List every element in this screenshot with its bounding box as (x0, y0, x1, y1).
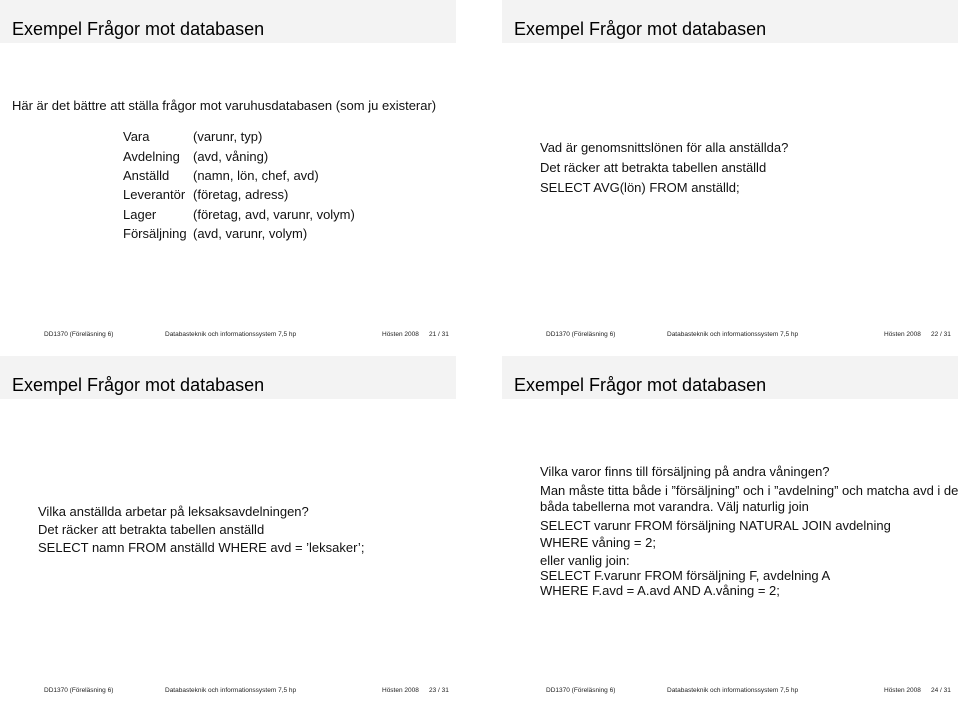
schema-table-attrs: (företag, adress) (193, 187, 289, 202)
slide-22 (502, 0, 958, 340)
slide-title: Exempel Frågor mot databasen (514, 19, 767, 39)
alternative-text: eller vanlig join: (540, 553, 630, 568)
slide-24 (502, 356, 958, 696)
slide-footer (502, 687, 958, 698)
footer-page-number: 24 / 31 (931, 687, 951, 694)
schema-table-name: Leverantör (123, 187, 186, 202)
schema-table-attrs: (avd, våning) (193, 149, 269, 164)
slide-title-bar (0, 356, 456, 399)
slide-title-bar (0, 0, 456, 43)
footer-course: DD1370 (Föreläsning 6) (546, 331, 616, 338)
intro-text: Här är det bättre att ställa frågor mot varuhusdatabasen (som ju existerar) (12, 98, 437, 113)
slide-title-bar (502, 0, 958, 43)
sql-query-line: SELECT varunr FROM försäljning NATURAL JOIN avdelning (540, 518, 891, 533)
footer-course-name: Databasteknik och informationssystem 7,5 hp (667, 687, 799, 694)
slide-title-bar (502, 356, 958, 399)
footer-term: Hösten 2008 (382, 687, 419, 694)
footer-course: DD1370 (Föreläsning 6) (44, 687, 114, 694)
explanation-text: Det räcker att betrakta tabellen anställd (38, 522, 265, 537)
question-text: Vad är genomsnittslönen för alla anställda? (540, 140, 789, 155)
footer-page-number: 21 / 31 (429, 331, 449, 338)
sql-query-line: WHERE våning = 2; (540, 535, 656, 550)
footer-page-number: 22 / 31 (931, 331, 951, 338)
schema-table-name: Försäljning (123, 226, 187, 241)
slide-title: Exempel Frågor mot databasen (514, 375, 767, 395)
footer-term: Hösten 2008 (884, 331, 921, 338)
schema-table-attrs: (varunr, typ) (193, 129, 263, 144)
footer-course-name: Databasteknik och informationssystem 7,5 hp (667, 331, 799, 338)
question-text: Vilka anställda arbetar på leksaksavdelningen? (38, 504, 309, 519)
slide-footer (0, 687, 456, 698)
sql-query-line: SELECT F.varunr FROM försäljning F, avdelning A (540, 568, 831, 583)
slide-title: Exempel Frågor mot databasen (12, 19, 265, 39)
sql-query: SELECT AVG(lön) FROM anställd; (540, 180, 740, 195)
schema-table-name: Anställd (123, 168, 170, 183)
footer-term: Hösten 2008 (884, 687, 921, 694)
schema-table-attrs: (företag, avd, varunr, volym) (193, 207, 355, 222)
explanation-text: Man måste titta både i ”försäljning” och i ”avdelning” och matcha avd i de båda tabellerna mot varandra. Välj naturlig join (540, 483, 959, 514)
slide-21 (0, 0, 456, 340)
schema-table-name: Lager (123, 207, 157, 222)
footer-course: DD1370 (Föreläsning 6) (44, 331, 114, 338)
footer-course-name: Databasteknik och informationssystem 7,5 hp (165, 331, 297, 338)
footer-term: Hösten 2008 (382, 331, 419, 338)
schema-table-name: Vara (123, 129, 150, 144)
slide-footer (502, 331, 958, 342)
footer-course-name: Databasteknik och informationssystem 7,5 hp (165, 687, 297, 694)
slide-23 (0, 356, 456, 696)
sql-query-line: WHERE F.avd = A.avd AND A.våning = 2; (540, 583, 780, 598)
sql-query: SELECT namn FROM anställd WHERE avd = ’leksaker’; (38, 540, 365, 555)
schema-table-attrs: (avd, varunr, volym) (193, 226, 308, 241)
slide-footer (0, 331, 456, 342)
footer-page-number: 23 / 31 (429, 687, 449, 694)
explanation-text: Det räcker att betrakta tabellen anställd (540, 160, 767, 175)
footer-course: DD1370 (Föreläsning 6) (546, 687, 616, 694)
question-text: Vilka varor finns till försäljning på andra våningen? (540, 464, 830, 479)
schema-table-name: Avdelning (123, 149, 180, 164)
schema-table-attrs: (namn, lön, chef, avd) (193, 168, 319, 183)
slide-title: Exempel Frågor mot databasen (12, 375, 265, 395)
